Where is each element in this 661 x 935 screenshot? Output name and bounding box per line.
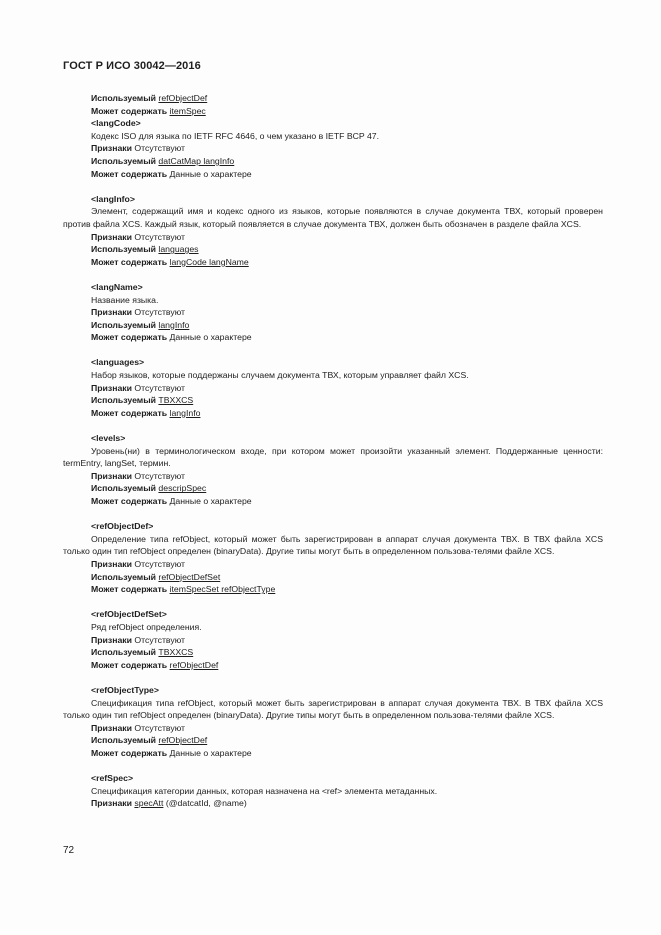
link-used[interactable]: TBXXCS	[158, 395, 194, 406]
label-used: Используемый	[91, 395, 156, 406]
entry-refObjectDefSet-contains	[63, 659, 603, 672]
link-specAtt[interactable]: specAtt	[134, 798, 164, 809]
intro-contains	[63, 105, 603, 118]
label-contains: Может содержать	[91, 496, 168, 506]
label-attrs: Признаки	[91, 382, 132, 393]
link-used[interactable]: refObjectDef	[158, 735, 208, 746]
entry-refObjectDefSet-desc: Ряд refObject определения.	[91, 621, 202, 632]
label-attrs: Признаки	[91, 558, 132, 569]
attrs-value: Отсутствуют	[134, 634, 186, 645]
entry-languages-tag: <languages>	[91, 357, 145, 368]
label-contains: Может содержать	[91, 584, 168, 595]
entry-langCode-desc: Кодекс ISO для языка по IETF RFC 4646, о чем указано в IETF BCP 47.	[91, 130, 380, 141]
entry-refObjectType-attrs	[63, 722, 603, 735]
attrs-rest: (@datcatId, @name)	[165, 798, 247, 809]
entry-langCode-tag: <langCode>	[91, 118, 141, 129]
attrs-value: Отсутствуют	[134, 382, 186, 393]
document-header: ГОСТ Р ИСО 30042—2016	[63, 60, 201, 72]
label-used: Используемый	[91, 319, 156, 330]
label-used: Используемый	[91, 93, 156, 103]
link-contains[interactable]: langCode langName	[169, 256, 249, 267]
entry-refObjectDef-desc: Определение типа refObject, который может быть зарегистрирован в аппарат случая документа ТВХ. В ТВХ файла XCS только один тип refObject определен (binaryData). Другие типы могут быть в определенном пользова-телями файле XCS.	[63, 533, 603, 557]
link-contains[interactable]: refObjectDef	[169, 659, 219, 670]
label-used: Используемый	[91, 244, 156, 255]
attrs-value: Отсутствуют	[134, 558, 186, 569]
contains-value: Данные о характере	[169, 496, 252, 506]
entry-langInfo-contains	[63, 256, 603, 269]
label-contains: Может содержать	[91, 105, 168, 116]
entry-levels-desc: Уровень(ни) в терминологическом входе, при котором может произойти указанный элемент. Поддержанные ценности: termEntry, langSet, термин.	[63, 445, 603, 469]
link-contains[interactable]: langInfo	[169, 407, 201, 418]
contains-value: Данные о характере	[169, 168, 252, 179]
entry-refObjectDef-contains	[63, 583, 603, 596]
intro-used	[63, 92, 603, 105]
attrs-value: Отсутствуют	[134, 307, 186, 318]
entry-refSpec-attrs	[63, 797, 603, 810]
entry-refObjectType-contains	[63, 747, 603, 760]
label-attrs: Признаки	[91, 307, 132, 318]
label-contains: Может содержать	[91, 659, 168, 670]
entry-levels-tag: <levels>	[91, 433, 126, 444]
label-used: Используемый	[91, 483, 156, 494]
entry-languages-desc: Набор языков, которые поддержаны случаем документа ТВХ, которым управляет файл XCS.	[91, 370, 469, 381]
entry-langCode-contains	[63, 168, 603, 181]
link-contains[interactable]: itemSpecSet refObjectType	[169, 584, 276, 595]
label-attrs: Признаки	[91, 470, 132, 481]
attrs-value: Отсутствуют	[134, 231, 186, 242]
label-contains: Может содержать	[91, 747, 168, 758]
label-attrs: Признаки	[91, 798, 132, 809]
entry-refObjectType-desc: Спецификация типа refObject, который может быть зарегистрирован в аппарат случая документа ТВХ. В ТВХ файла XCS только один тип refObject определен (binaryData). Другие типы могут быть в определенном пользова-телями файле XCS.	[63, 697, 603, 721]
entry-langCode-used	[63, 155, 603, 168]
label-used: Используемый	[91, 735, 156, 746]
document-body	[63, 92, 603, 810]
entry-langInfo-tag: <langInfo>	[91, 193, 135, 204]
entry-langName-desc: Название языка.	[91, 294, 159, 305]
link-used[interactable]: TBXXCS	[158, 647, 194, 658]
label-attrs: Признаки	[91, 143, 132, 154]
entry-levels-used	[63, 482, 603, 495]
link-itemSpec[interactable]: itemSpec	[169, 105, 206, 116]
entry-refObjectDefSet-tag: <refObjectDefSet>	[91, 609, 167, 620]
attrs-value: Отсутствуют	[134, 143, 186, 154]
entry-refObjectDef-used	[63, 571, 603, 584]
entry-refObjectType-used	[63, 734, 603, 747]
label-attrs: Признаки	[91, 634, 132, 645]
link-used[interactable]: descripSpec	[158, 483, 207, 494]
entry-refSpec-desc: Спецификация категории данных, которая назначена на <ref> элемента метаданных.	[91, 785, 438, 796]
label-contains: Может содержать	[91, 407, 168, 418]
entry-refObjectDef-attrs	[63, 558, 603, 571]
entry-levels-attrs	[63, 470, 603, 483]
entry-langName-contains	[63, 331, 603, 344]
contains-value: Данные о характере	[169, 747, 252, 758]
label-used: Используемый	[91, 155, 156, 166]
entry-levels-contains	[63, 495, 603, 508]
attrs-value: Отсутствуют	[134, 722, 186, 733]
link-used[interactable]: languages	[158, 244, 199, 255]
label-contains: Может содержать	[91, 332, 168, 343]
contains-value: Данные о характере	[169, 332, 252, 343]
attrs-value: Отсутствуют	[134, 470, 186, 481]
label-used: Используемый	[91, 647, 156, 658]
entry-langInfo-attrs	[63, 231, 603, 244]
link-used[interactable]: langInfo	[158, 319, 190, 330]
entry-languages-attrs	[63, 382, 603, 395]
link-used[interactable]: refObjectDefSet	[158, 571, 221, 582]
label-attrs: Признаки	[91, 722, 132, 733]
label-used: Используемый	[91, 571, 156, 582]
entry-refSpec-tag: <refSpec>	[91, 773, 134, 784]
entry-refObjectType-tag: <refObjectType>	[91, 684, 159, 695]
link-refObjectDef[interactable]: refObjectDef	[158, 93, 208, 103]
entry-refObjectDefSet-attrs	[63, 634, 603, 647]
link-used[interactable]: datCatMap langInfo	[158, 155, 235, 166]
label-attrs: Признаки	[91, 231, 132, 242]
label-contains: Может содержать	[91, 168, 168, 179]
entry-refObjectDefSet-used	[63, 646, 603, 659]
entry-langName-tag: <langName>	[91, 281, 143, 292]
entry-langInfo-used	[63, 243, 603, 256]
entry-refObjectDef-tag: <refObjectDef>	[91, 521, 154, 532]
page-number: 72	[63, 845, 75, 856]
entry-langName-used	[63, 319, 603, 332]
label-contains: Может содержать	[91, 256, 168, 267]
entry-langCode-attrs	[63, 142, 603, 155]
entry-languages-contains	[63, 407, 603, 420]
entry-languages-used	[63, 394, 603, 407]
entry-langName-attrs	[63, 306, 603, 319]
entry-langInfo-desc: Элемент, содержащий имя и кодекс одного из языков, которые появляются в случае документа ТВХ, который проверен против файла XCS. Каждый язык, который появляется в случае документа ТВХ, должен быть обозначен в разделе файла XCS.	[63, 206, 603, 229]
